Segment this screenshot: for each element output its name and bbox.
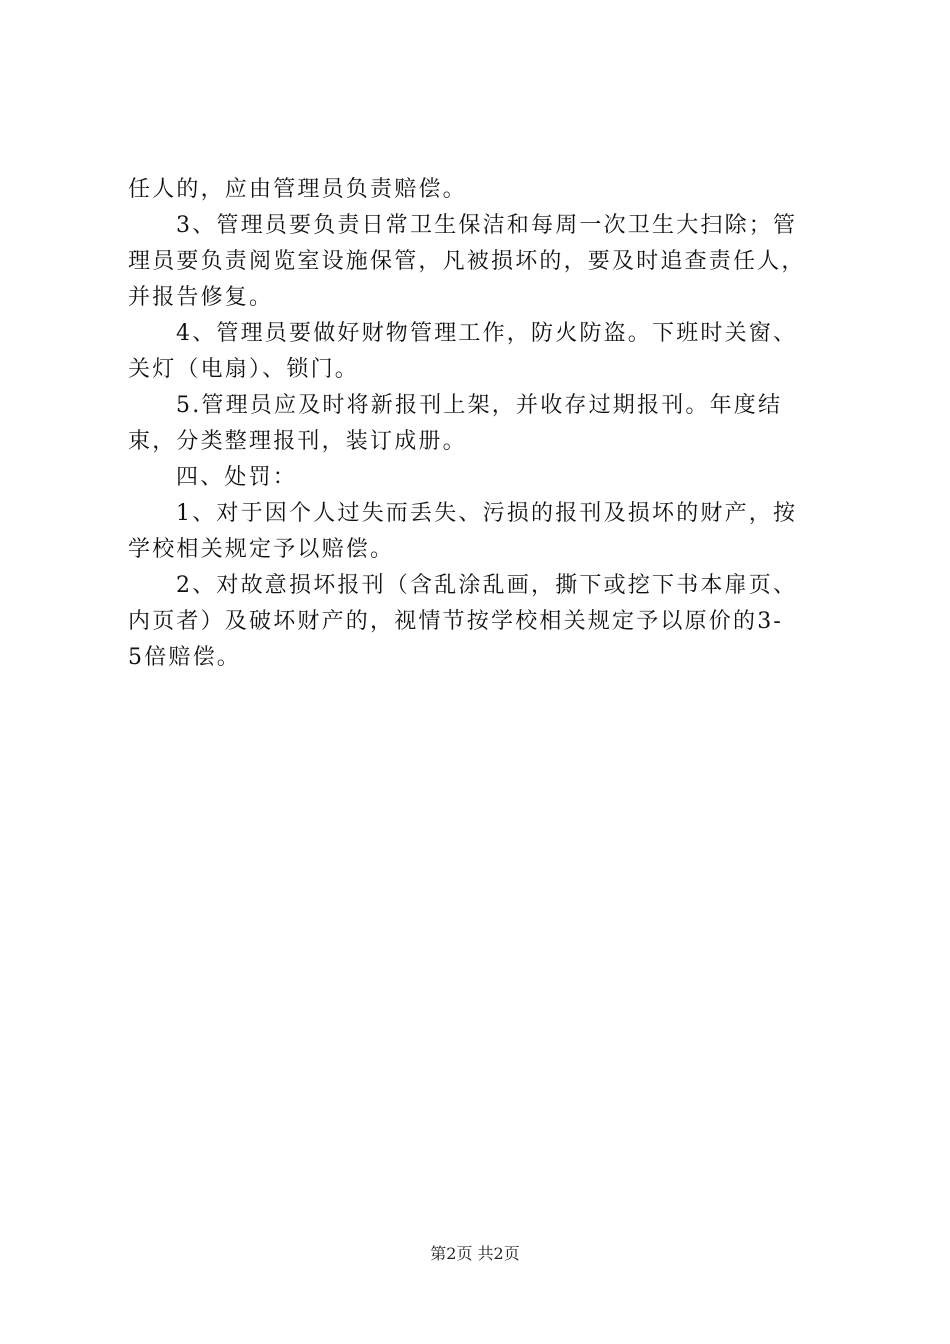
rule-5-line-2: 束，分类整理报刊，装订成册。 [128, 429, 467, 454]
section-heading: 四、处罚： [176, 465, 298, 490]
page-number-footer: 第2页 共2页 [430, 1244, 520, 1263]
rule-3-line-1: 3、管理员要负责日常卫生保洁和每周一次卫生大扫除；管 [176, 213, 798, 238]
penalty-1-line-2: 学校相关规定予以赔偿。 [128, 537, 395, 562]
body-line: 任人的，应由管理员负责赔偿。 [128, 177, 467, 202]
rule-4-line-1: 4、管理员要做好财物管理工作，防火防盗。下班时关窗、 [176, 321, 798, 346]
rule-3-line-2: 理员要负责阅览室设施保管，凡被损坏的，要及时追查责任人， [128, 249, 806, 274]
rule-5-line-1: 5.管理员应及时将新报刊上架，并收存过期报刊。年度结 [176, 393, 783, 418]
penalty-1-line-1: 1、对于因个人过失而丢失、污损的报刊及损坏的财产，按 [176, 501, 798, 526]
penalty-2-line-1: 2、对故意损坏报刊（含乱涂乱画，撕下或挖下书本扉页、 [176, 573, 798, 598]
penalty-2-line-2: 内页者）及破坏财产的，视情节按学校相关规定予以原价的3- [128, 609, 784, 634]
document-body [128, 172, 828, 676]
rule-4-line-2: 关灯（电扇）、锁门。 [128, 357, 360, 382]
penalty-2-line-3: 5倍赔偿。 [128, 645, 241, 670]
rule-3-line-3: 并报告修复。 [128, 285, 274, 310]
